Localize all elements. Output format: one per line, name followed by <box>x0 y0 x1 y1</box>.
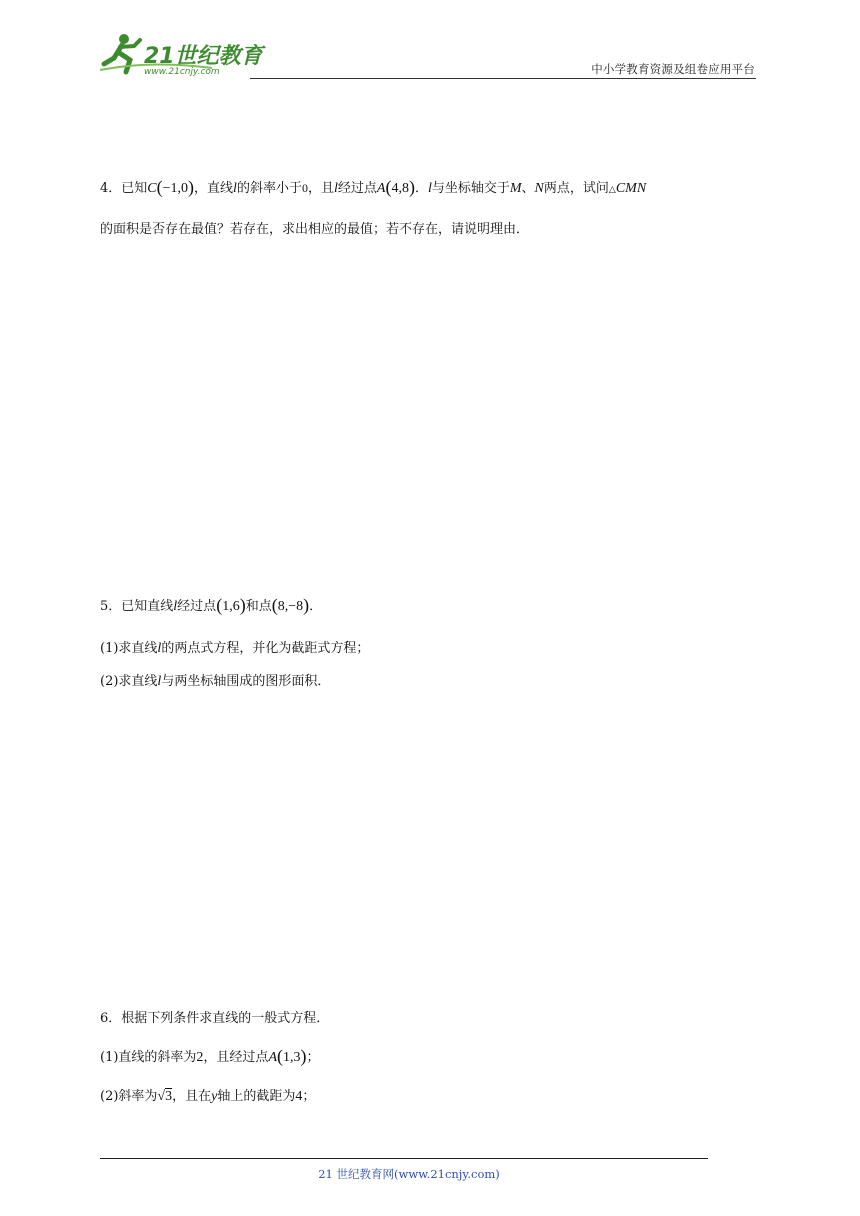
site-logo[interactable] <box>92 30 267 80</box>
q4-text: 两点，试问 <box>543 181 609 196</box>
q5-text: 与两坐标轴围成的图形面积． <box>161 674 331 689</box>
q6-text: (1)直线的斜率为 <box>100 1050 197 1065</box>
paren: ) <box>300 1046 307 1066</box>
question-6-sub-2 <box>100 1085 315 1105</box>
q4-text: 、 <box>521 181 535 196</box>
intercept-value: 4 <box>295 1089 303 1104</box>
point-m-label: M <box>509 181 522 196</box>
question-5-sub-1 <box>100 637 369 657</box>
point-a-coords: 1,3 <box>283 1050 301 1065</box>
question-4-line-2: 的面积是否存在最值？若存在，求出相应的最值；若不存在，请说明理由． <box>100 222 530 237</box>
q4-text: ． <box>414 181 428 196</box>
point-2-coords: 8,−8 <box>277 599 304 614</box>
platform-name: 中小学教育资源及组卷应用平台 <box>591 62 755 76</box>
q6-text: ，且经过点 <box>203 1050 269 1065</box>
paren: ) <box>188 177 195 197</box>
question-5-sub-2 <box>100 670 330 690</box>
line-l-symbol: l <box>173 599 178 614</box>
point-a-label: A <box>268 1050 277 1065</box>
question-6-title: 6．根据下列条件求直线的一般式方程． <box>100 1011 330 1026</box>
q4-text: 经过点 <box>337 181 377 196</box>
question-5-line-1 <box>100 594 322 615</box>
q5-text: 和点 <box>245 599 272 614</box>
paren: ) <box>239 595 246 615</box>
zero-value: 0 <box>301 181 308 195</box>
point-c-label: C <box>147 181 157 196</box>
q4-text: 的斜率小于 <box>236 181 302 196</box>
q6-text: 轴上的截距为 <box>217 1089 296 1104</box>
header-divider <box>250 78 756 79</box>
q5-text: 经过点 <box>177 599 217 614</box>
q4-text: ，直线 <box>194 181 234 196</box>
q6-text: ； <box>306 1050 320 1065</box>
logo-text: 21世纪教育 <box>144 44 263 69</box>
point-a-label: A <box>376 181 386 196</box>
question-4-line-1 <box>100 176 646 197</box>
line-l-symbol: l <box>157 674 162 689</box>
question-6-sub-1 <box>100 1045 320 1066</box>
q5-text: 5．已知直线 <box>100 599 174 614</box>
point-c-coords: −1,0 <box>162 181 189 196</box>
point-1-coords: 1,6 <box>222 599 240 614</box>
q4-text: 与坐标轴交于 <box>431 181 510 196</box>
line-l-symbol: l <box>427 181 432 196</box>
paren: ( <box>277 1046 283 1066</box>
footer-link[interactable]: 21 世纪教育网(www.21cnjy.com) <box>318 1167 500 1181</box>
sqrt-expression: √3 <box>157 1089 173 1104</box>
point-n-label: N <box>534 181 544 196</box>
sqrt-radicand: 3 <box>165 1089 173 1104</box>
q6-text: ，且在 <box>172 1089 212 1104</box>
footer-divider <box>100 1158 708 1159</box>
y-axis-symbol: y <box>211 1089 218 1104</box>
line-l-symbol: l <box>157 641 162 656</box>
paren: ) <box>303 595 310 615</box>
slope-value: 2 <box>196 1050 204 1065</box>
q5-text: 的两点式方程，并化为截距式方程； <box>161 641 370 656</box>
page-footer <box>0 1166 860 1182</box>
triangle-name: CMN <box>615 181 647 196</box>
q6-text: (2)斜率为 <box>100 1089 158 1104</box>
paren: ( <box>385 177 392 197</box>
q6-text: ； <box>302 1089 316 1104</box>
paren: ( <box>216 595 223 615</box>
q5-text: (1)求直线 <box>100 641 158 656</box>
q5-text: (2)求直线 <box>100 674 158 689</box>
runner-logo-icon <box>92 30 267 80</box>
line-l-symbol: l <box>333 181 338 196</box>
paren: ) <box>408 177 415 197</box>
paren: ( <box>156 177 163 197</box>
line-l-symbol: l <box>233 181 237 196</box>
point-a-coords: 4,8 <box>391 181 409 196</box>
triangle-symbol: △ <box>608 185 616 195</box>
q5-text: ． <box>309 599 323 614</box>
paren: ( <box>271 595 278 615</box>
page-header <box>0 0 860 80</box>
q4-text: ，且 <box>307 181 334 196</box>
logo-url: www.21cnjy.com <box>144 67 220 77</box>
q4-text: 4．已知 <box>100 181 148 196</box>
